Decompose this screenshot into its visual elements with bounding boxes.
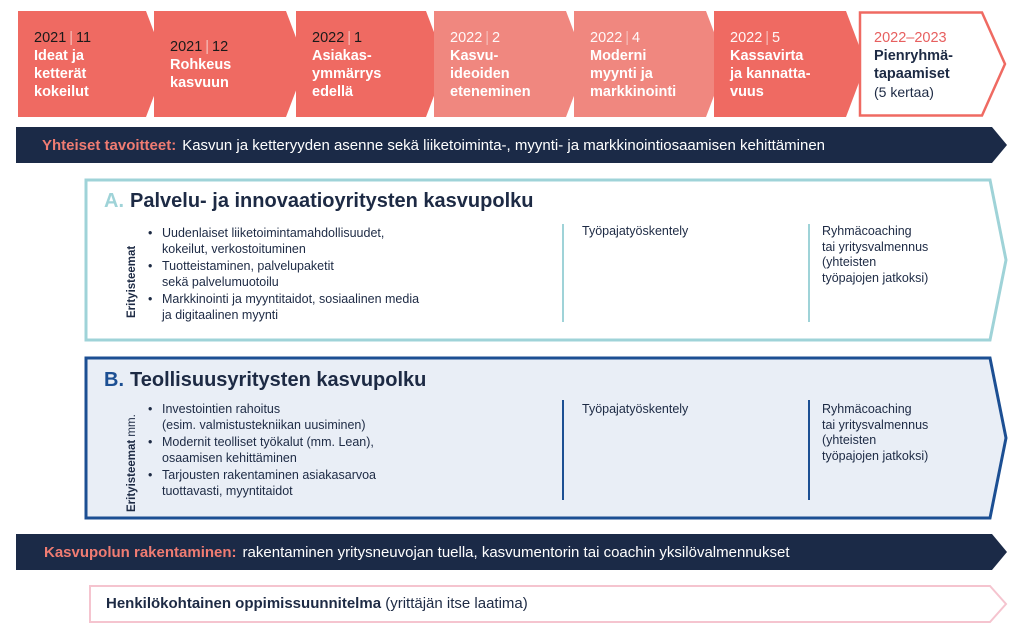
- list-item: • Modernit teolliset työkalut (mm. Lean), osaamisen kehittäminen: [148, 435, 376, 466]
- step-title: Ideat ja ketterät kokeilut: [34, 48, 89, 100]
- path-a-bullets: [148, 226, 419, 325]
- step-subtitle: (5 kertaa): [874, 84, 934, 100]
- path-b-coaching: Ryhmäcoaching tai yritysvalmennus (yhteisten työpajojen jatkoksi): [822, 402, 929, 463]
- step-date: 2021 | 11: [34, 30, 92, 46]
- step-date: 2022 | 2: [450, 30, 501, 46]
- list-item: • Tarjousten rakentaminen asiakasarvoa tuottavasti, myyntitaidot: [148, 468, 376, 499]
- step-date: 2021 | 12: [170, 39, 229, 55]
- path-b-bullets: [148, 402, 376, 501]
- step-date: 2022 | 5: [730, 30, 781, 46]
- timeline-step-4: [434, 11, 586, 117]
- path-b-divider-2: [808, 400, 810, 500]
- list-item: • Investointien rahoitus (esim. valmistustekniikan uusiminen): [148, 402, 376, 433]
- step-title: Asiakas- ymmärrys edellä: [312, 48, 382, 100]
- timeline-step-6: [714, 11, 866, 117]
- learning-plan-text: (yrittäjän itse laatima): [385, 595, 528, 612]
- path-a-coaching: Ryhmäcoaching tai yritysvalmennus (yhteisten työpajojen jatkoksi): [822, 224, 929, 285]
- timeline-step-2: [154, 11, 306, 117]
- path-b-title: [104, 369, 426, 392]
- path-a-vertical-label: Erityisteemat: [126, 245, 138, 318]
- list-item: • Uudenlaiset liiketoimintamahdollisuudet, kokeilut, verkostoituminen: [148, 226, 419, 257]
- timeline-step-last: [860, 11, 1012, 117]
- step-title: Pienryhmä- tapaamiset: [874, 48, 953, 82]
- path-b-letter: B.: [104, 369, 124, 391]
- path-a-letter: A.: [104, 190, 124, 212]
- learning-plan: [106, 595, 528, 612]
- step-title: Kassavirta ja kannatta- vuus: [730, 48, 811, 100]
- path-b-title-text: Teollisuusyritysten kasvupolku: [130, 369, 427, 391]
- path-a-divider-1: [562, 224, 564, 322]
- path-b-divider-1: [562, 400, 564, 500]
- path-a-title: [104, 190, 533, 213]
- step-date: 2022–2023: [874, 30, 947, 46]
- common-goals-text: Kasvun ja ketteryyden asenne sekä liiketoiminta-, myynti- ja markkinointiosaamisen kehittäminen: [182, 136, 825, 154]
- step-title: Rohkeus kasvuun: [170, 57, 232, 91]
- step-title: Moderni myynti ja markkinointi: [590, 48, 677, 100]
- common-goals-label: Yhteiset tavoitteet:: [42, 136, 177, 154]
- step-date: 2022 | 4: [590, 30, 641, 46]
- path-a-workshop: Työpajatyöskentely: [582, 224, 689, 238]
- growth-path-label: Kasvupolun rakentaminen:: [44, 543, 237, 561]
- path-a-divider-2: [808, 224, 810, 322]
- growth-path-text: rakentaminen yritysneuvojan tuella, kasvumentorin tai coachin yksilövalmennukset: [242, 543, 790, 561]
- list-item: • Markkinointi ja myyntitaidot, sosiaalinen media ja digitaalinen myynti: [148, 292, 419, 323]
- learning-plan-label: Henkilökohtainen oppimissuunnitelma: [106, 595, 382, 612]
- timeline-step-3: [296, 11, 448, 117]
- step-date: 2022 | 1: [312, 30, 363, 46]
- common-goals: [42, 127, 825, 163]
- path-a-title-text: Palvelu- ja innovaatioyritysten kasvupolku: [130, 190, 534, 212]
- list-item: • Tuotteistaminen, palvelupaketit sekä palvelumuotoilu: [148, 259, 419, 290]
- path-b-vertical-label: Erityisteemat mm.: [126, 414, 138, 512]
- path-b-workshop: Työpajatyöskentely: [582, 402, 689, 416]
- growth-path: [44, 534, 790, 570]
- step-title: Kasvu- ideoiden eteneminen: [450, 48, 531, 100]
- timeline-step-1: [18, 11, 170, 117]
- timeline-step-5: [574, 11, 726, 117]
